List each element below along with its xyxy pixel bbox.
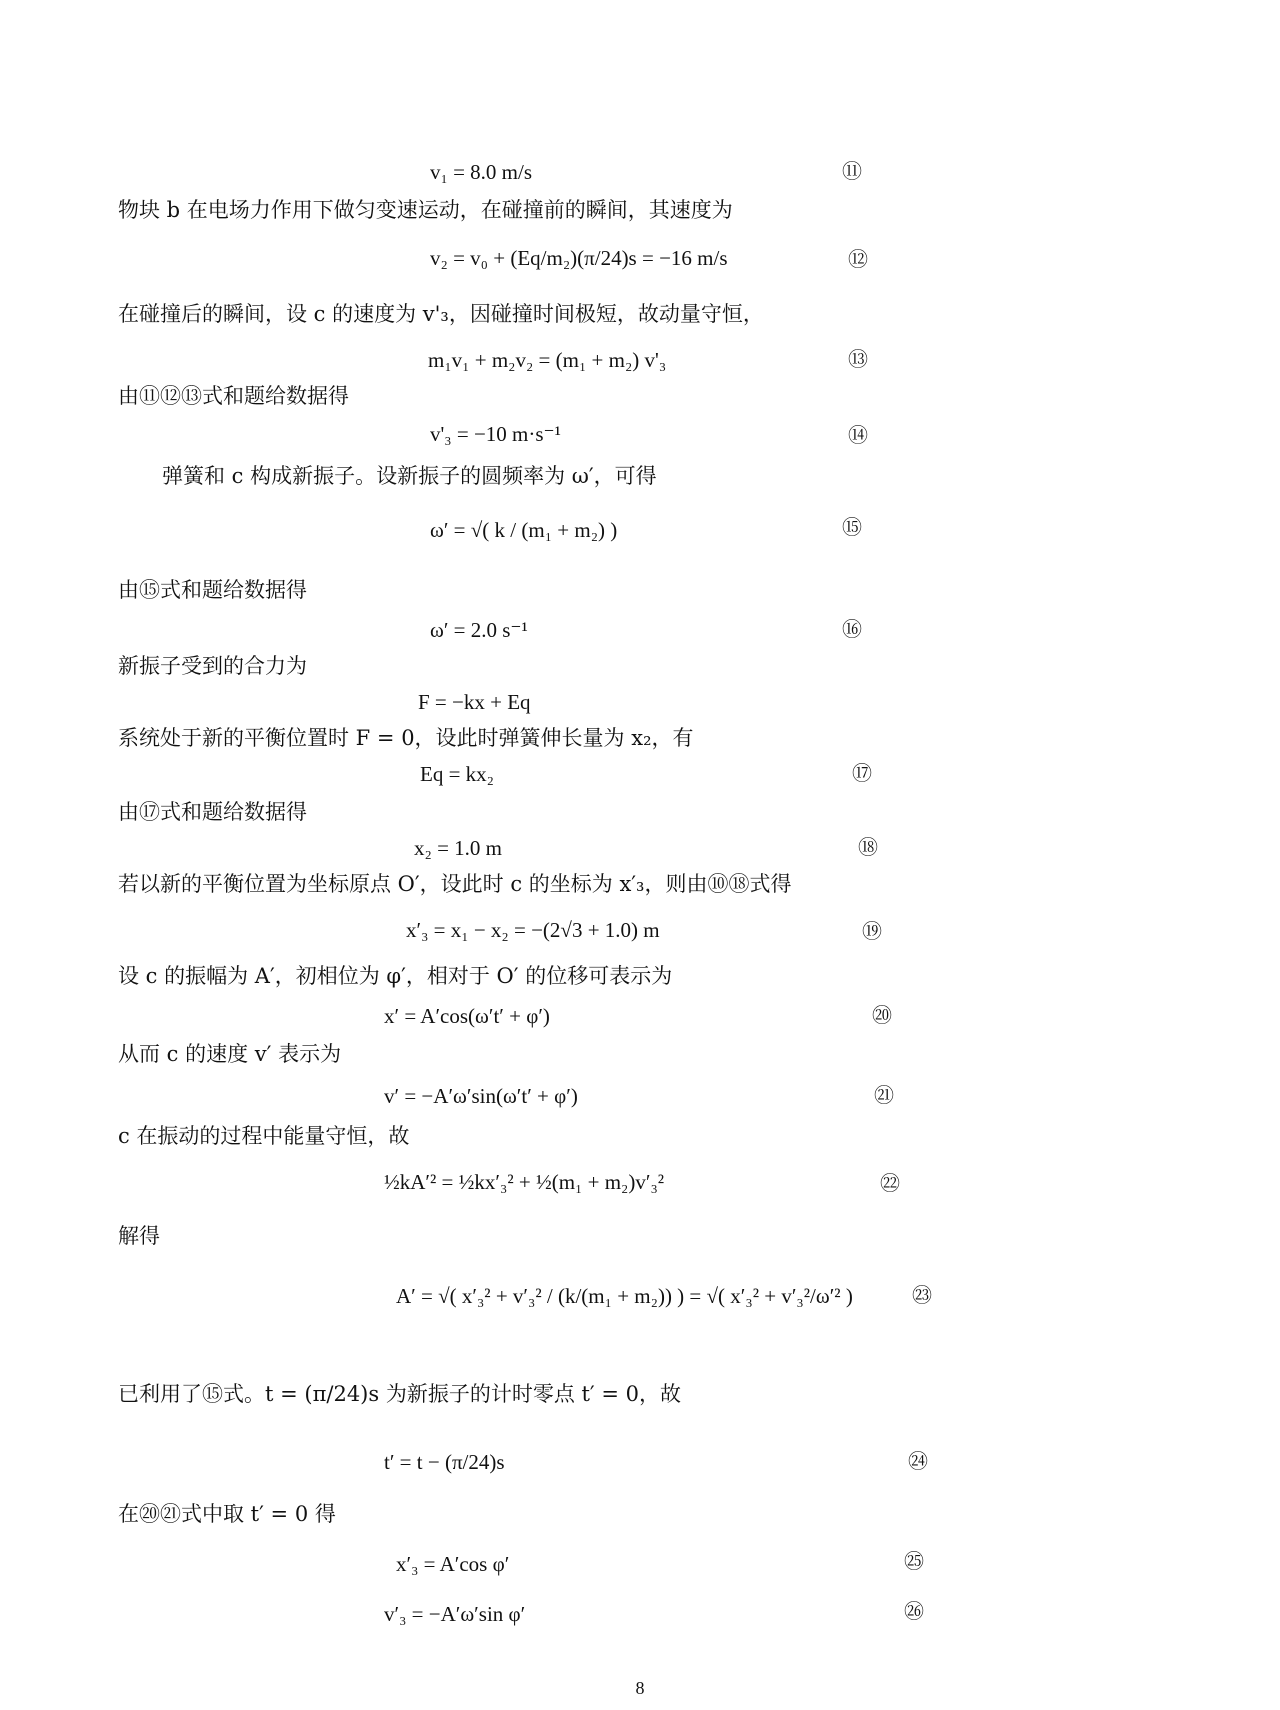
- page-number: 8: [635, 1678, 645, 1698]
- equation-number-18: ⑱: [858, 835, 878, 859]
- equation-number-22: ㉒: [880, 1171, 900, 1195]
- paragraph-text: 已利用了⑮式。t = (π/24)s 为新振子的计时零点 t′ = 0，故: [118, 1382, 682, 1406]
- equation-13: m₁v₁ + m₂v₂ = (m₁ + m₂) v'₃: [428, 348, 667, 372]
- equation-25: x′₃ = A′cos φ′: [396, 1552, 510, 1576]
- paragraph-text: 由⑪⑫⑬式和题给数据得: [118, 384, 349, 408]
- equation-20: x′ = A′cos(ω′t′ + φ′): [384, 1004, 550, 1028]
- equation-19: x′₃ = x₁ − x₂ = −(2√3 + 1.0) m: [406, 918, 660, 942]
- paragraph-text: 解得: [118, 1224, 160, 1248]
- paragraph-text: 物块 b 在电场力作用下做匀变速运动，在碰撞前的瞬间，其速度为: [118, 198, 733, 222]
- equation-26: v′₃ = −A′ω′sin φ′: [384, 1602, 526, 1626]
- equation-force: F = −kx + Eq: [418, 690, 531, 714]
- equation-number-24: ㉔: [908, 1449, 928, 1473]
- equation-22: ½kA′² = ½kx′₃² + ½(m₁ + m₂)v′₃²: [384, 1170, 665, 1194]
- equation-14: v'₃ = −10 m·s⁻¹: [430, 422, 561, 446]
- equation-number-23: ㉓: [912, 1283, 932, 1307]
- equation-number-20: ⑳: [872, 1003, 892, 1027]
- paragraph-text: 弹簧和 c 构成新振子。设新振子的圆频率为 ω′，可得: [162, 464, 657, 488]
- equation-12: v₂ = v₀ + (Eq/m₂)(π/24)s = −16 m/s: [430, 246, 728, 270]
- equation-24: t′ = t − (π/24)s: [384, 1450, 505, 1474]
- paragraph-text: 由⑮式和题给数据得: [118, 578, 307, 602]
- paragraph-text: 若以新的平衡位置为坐标原点 O′，设此时 c 的坐标为 x′₃，则由⑩⑱式得: [118, 872, 792, 896]
- equation-number-26: ㉖: [904, 1599, 924, 1623]
- equation-number-14: ⑭: [848, 423, 868, 447]
- paragraph-text: 系统处于新的平衡位置时 F = 0，设此时弹簧伸长量为 x₂，有: [118, 726, 694, 750]
- equation-23: A′ = √( x′₃² + v′₃² / (k/(m₁ + m₂)) ) = √( x′₃² + v′₃²/ω′² ): [396, 1284, 853, 1308]
- equation-number-11: ⑪: [842, 159, 862, 183]
- equation-15: ω′ = √( k / (m₁ + m₂) ): [430, 518, 618, 542]
- equation-16: ω′ = 2.0 s⁻¹: [430, 618, 528, 642]
- paragraph-text: 设 c 的振幅为 A′，初相位为 φ′，相对于 O′ 的位移可表示为: [118, 964, 673, 988]
- equation-number-17: ⑰: [852, 761, 872, 785]
- equation-number-15: ⑮: [842, 515, 862, 539]
- equation-18: x₂ = 1.0 m: [414, 836, 502, 860]
- equation-number-16: ⑯: [842, 617, 862, 641]
- equation-number-19: ⑲: [862, 919, 882, 943]
- equation-number-25: ㉕: [904, 1549, 924, 1573]
- equation-number-21: ㉑: [874, 1083, 894, 1107]
- paragraph-text: 从而 c 的速度 v′ 表示为: [118, 1042, 342, 1066]
- paragraph-text: c 在振动的过程中能量守恒，故: [118, 1124, 410, 1148]
- paragraph-text: 由⑰式和题给数据得: [118, 800, 307, 824]
- paragraph-text: 在⑳㉑式中取 t′ = 0 得: [118, 1502, 336, 1526]
- equation-number-13: ⑬: [848, 347, 868, 371]
- paragraph-text: 新振子受到的合力为: [118, 654, 307, 678]
- equation-number-12: ⑫: [848, 247, 868, 271]
- paragraph-text: 在碰撞后的瞬间，设 c 的速度为 v'₃，因碰撞时间极短，故动量守恒，: [118, 302, 764, 326]
- equation-17: Eq = kx₂: [420, 762, 494, 786]
- equation-11: v₁ = 8.0 m/s: [430, 160, 533, 184]
- equation-21: v′ = −A′ω′sin(ω′t′ + φ′): [384, 1084, 578, 1108]
